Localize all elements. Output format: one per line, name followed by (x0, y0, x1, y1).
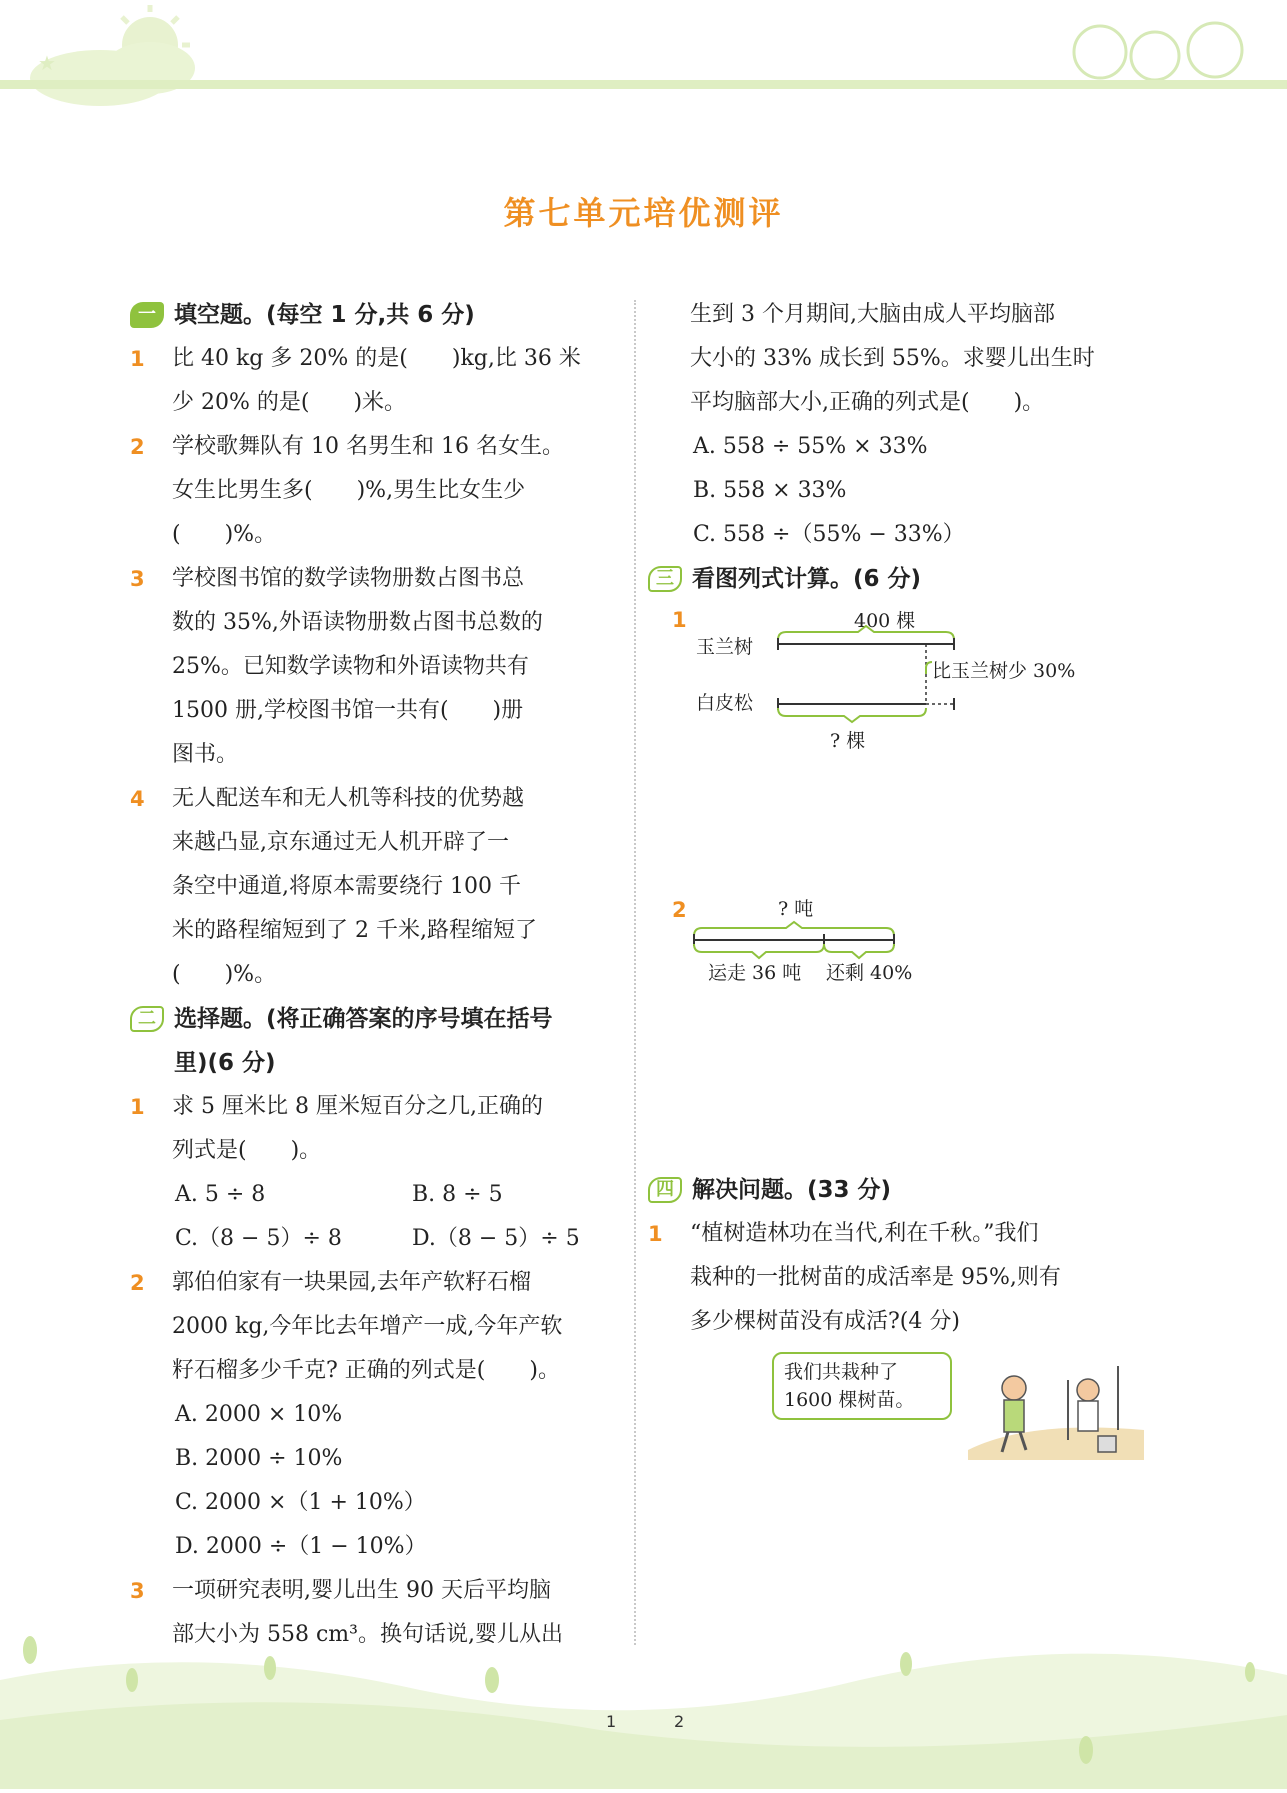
question-text: 数的 35%,外语读物册数占图书总数的 (172, 610, 543, 635)
question-line (142, 1305, 616, 1349)
question-line (142, 909, 616, 953)
question-number: 1 (648, 1222, 663, 1246)
question-number: 1 (672, 608, 687, 632)
question-line (142, 601, 616, 645)
question-line (660, 337, 1140, 381)
bottom-label: ? 棵 (830, 730, 866, 752)
question-number: 3 (130, 567, 145, 591)
page-number-left: 1 (606, 1712, 617, 1731)
section-title: 看图列式计算。(6 分) (692, 566, 922, 592)
question-line (130, 557, 616, 601)
section-3-heading (656, 557, 1140, 601)
question-text: 无人配送车和无人机等科技的优势越 (172, 786, 525, 811)
question-line (142, 1129, 616, 1173)
diagram-top-label: 400 棵 (854, 610, 916, 632)
diagram-top-label: ? 吨 (778, 898, 814, 920)
illustration-art (968, 1360, 1144, 1460)
section-badge: 一 (130, 302, 164, 328)
section-2-heading (138, 997, 616, 1041)
question-text: 多少棵树苗没有成活?(4 分) (690, 1309, 960, 1334)
question-text: ( )%。 (172, 962, 277, 987)
question-text: 生到 3 个月期间,大脑由成人平均脑部 (690, 302, 1055, 327)
speech-line: 1600 棵树苗。 (784, 1389, 915, 1411)
column-divider (634, 300, 636, 1645)
section-title: 解决问题。(33 分) (692, 1177, 892, 1203)
header-art (0, 0, 1287, 120)
row-label: 玉兰树 (696, 636, 754, 658)
option-b: B. 8 ÷ 5 (412, 1182, 503, 1207)
question-text: 女生比男生多( )%,男生比女生少 (172, 478, 526, 503)
question-number: 2 (130, 435, 145, 459)
right-column (656, 293, 1140, 601)
question-line (660, 1300, 1140, 1344)
question-text: 一项研究表明,婴儿出生 90 天后平均脑 (172, 1578, 551, 1603)
question-text: 少 20% 的是( )米。 (172, 390, 407, 415)
question-text: “植树造林功在当代,利在千秋。”我们 (690, 1221, 1039, 1246)
header-line (0, 80, 1287, 89)
option-a: A. 2000 × 10% (175, 1402, 343, 1427)
question-text: 米的路程缩短到了 2 千米,路程缩短了 (172, 918, 537, 943)
question-number: 1 (130, 347, 145, 371)
speech-line: 我们共栽种了 (784, 1361, 899, 1383)
question-text: 1500 册,学校图书馆一共有( )册 (172, 698, 524, 723)
question-text: 郭伯伯家有一块果园,去年产软籽石榴 (172, 1270, 531, 1295)
question-text: 比 40 kg 多 20% 的是( )kg,比 36 米 (172, 346, 581, 371)
question-line (130, 777, 616, 821)
question-text: 来越凸显,京东通过无人机开辟了一 (172, 830, 509, 855)
section-1-heading (138, 293, 616, 337)
question-number: 1 (130, 1095, 145, 1119)
right-label: 还剩 40% (826, 962, 913, 984)
question-line (130, 1085, 616, 1129)
question-line (142, 733, 616, 777)
question-text: 图书。 (172, 742, 239, 767)
section-title: 填空题。(每空 1 分,共 6 分) (174, 302, 475, 328)
question-text: 栽种的一批树苗的成活率是 95%,则有 (690, 1265, 1061, 1290)
question-line (660, 381, 1140, 425)
question-line (130, 1261, 616, 1305)
speech-bubble (772, 1352, 952, 1420)
question-line (130, 1569, 616, 1613)
question-text: 籽石榴多少千克? 正确的列式是( )。 (172, 1358, 560, 1383)
question-text: 学校歌舞队有 10 名男生和 16 名女生。 (172, 434, 564, 459)
option-b: B. 2000 ÷ 10% (175, 1446, 343, 1471)
question-text: ( )%。 (172, 522, 277, 547)
option-b: B. 558 × 33% (693, 478, 847, 503)
question-line (142, 689, 616, 733)
left-column (130, 293, 616, 1657)
option-d: D. 2000 ÷（1 − 10%） (175, 1534, 427, 1559)
option-c: C. 558 ÷（55% − 33%） (693, 522, 965, 547)
option-row (142, 1217, 616, 1261)
question-text: 学校图书馆的数学读物册数占图书总 (172, 566, 525, 591)
page-title: 第七单元培优测评 (503, 194, 784, 232)
tree-planting-illustration (968, 1360, 1144, 1460)
question-line (142, 469, 616, 513)
question-line (142, 1349, 616, 1393)
footer-hills (0, 1620, 1287, 1789)
question-number: 3 (130, 1579, 145, 1603)
option-a: A. 558 ÷ 55% × 33% (693, 434, 928, 459)
question-text: 条空中通道,将原本需要绕行 100 千 (172, 874, 521, 899)
option-row (142, 1173, 616, 1217)
question-line (660, 1256, 1140, 1300)
question-text: 2000 kg,今年比去年增产一成,今年产软 (172, 1314, 563, 1339)
question-line (142, 381, 616, 425)
question-text: 25%。已知数学读物和外语读物共有 (172, 654, 529, 679)
question-text: 求 5 厘米比 8 厘米短百分之几,正确的 (172, 1094, 543, 1119)
section-title: 选择题。(将正确答案的序号填在括号 (174, 1006, 553, 1032)
section-badge: 四 (648, 1177, 682, 1203)
question-line (142, 865, 616, 909)
question-line (130, 337, 616, 381)
option-a: A. 5 ÷ 8 (175, 1182, 266, 1207)
side-label: 比玉兰树少 30% (932, 660, 1076, 682)
question-line (130, 425, 616, 469)
diagram-1-lines (660, 600, 1140, 760)
question-number: 2 (130, 1271, 145, 1295)
page-number-right: 2 (674, 1712, 685, 1731)
option-c: C. 2000 ×（1 + 10%） (175, 1490, 426, 1515)
question-text: 大小的 33% 成长到 55%。求婴儿出生时 (690, 346, 1095, 371)
question-text: 列式是( )。 (172, 1138, 322, 1163)
question-number: 4 (130, 787, 145, 811)
diagram-2 (660, 890, 1140, 1000)
section-title: 里)(6 分) (174, 1050, 276, 1076)
section-badge: 三 (648, 566, 682, 592)
left-label: 运走 36 吨 (708, 962, 802, 984)
question-line (648, 1212, 1140, 1256)
option-d: D.（8 − 5）÷ 5 (412, 1226, 580, 1251)
section-2-heading-cont (142, 1041, 616, 1085)
question-line (660, 293, 1140, 337)
section-4-heading (656, 1168, 1140, 1212)
question-line (142, 953, 616, 997)
section-badge: 二 (130, 1006, 164, 1032)
question-text: 部大小为 558 cm³。换句话说,婴儿从出 (172, 1622, 563, 1647)
question-number: 2 (672, 898, 687, 922)
footer-decoration (0, 1620, 1287, 1789)
option-c: C.（8 − 5）÷ 8 (175, 1226, 342, 1251)
question-line (142, 821, 616, 865)
row-label: 白皮松 (696, 692, 754, 714)
header-decoration (0, 0, 1287, 120)
question-line (142, 513, 616, 557)
diagram-2-lines (660, 890, 1140, 1000)
question-text: 平均脑部大小,正确的列式是( )。 (690, 390, 1045, 415)
svg-text:★: ★ (38, 51, 56, 75)
question-line (142, 645, 616, 689)
section-4 (648, 1168, 1140, 1344)
diagram-1 (660, 600, 1140, 760)
